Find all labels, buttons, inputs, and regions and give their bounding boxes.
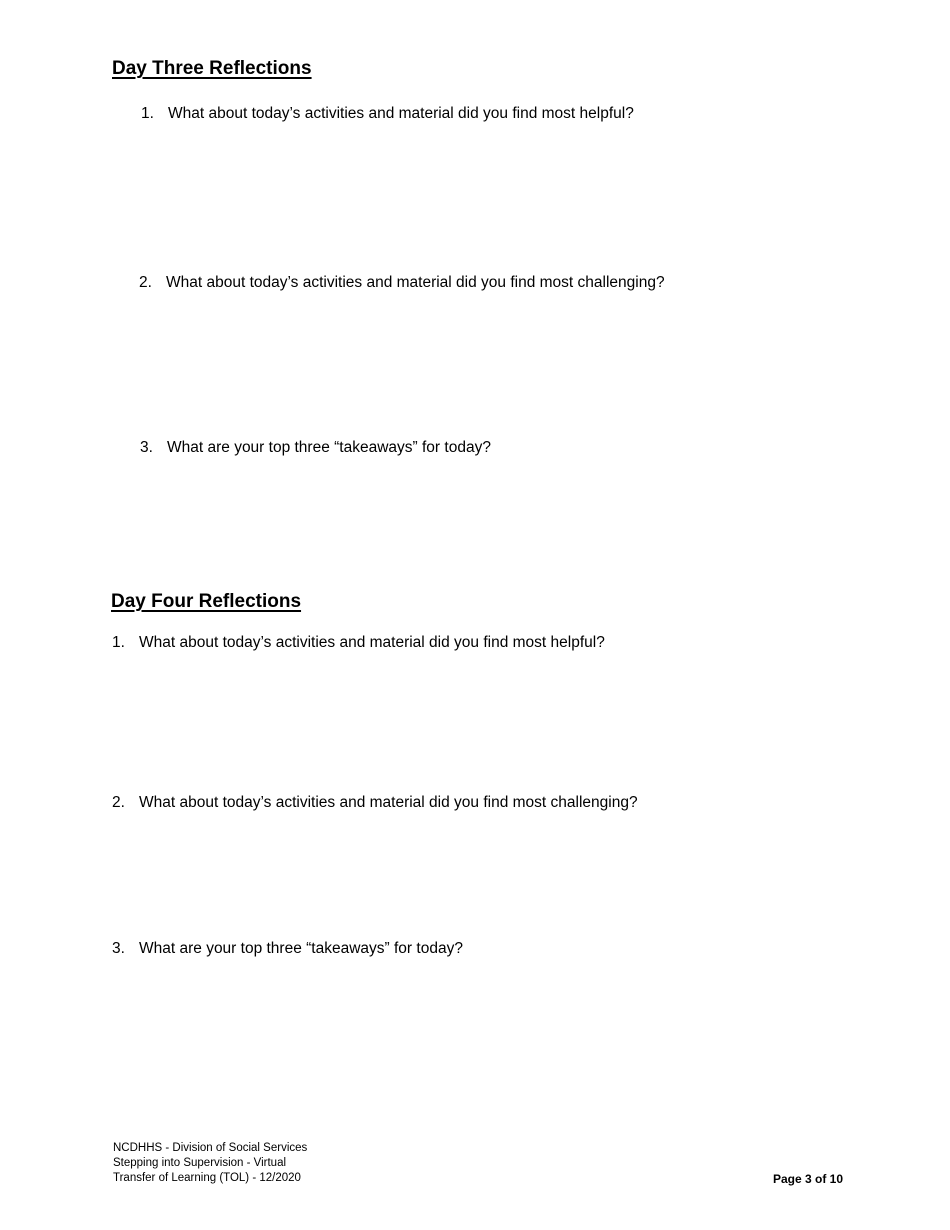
question-text: What about today’s activities and material did you find most challenging? xyxy=(166,274,665,291)
footer-course: Stepping into Supervision - Virtual xyxy=(113,1157,287,1169)
footer-info xyxy=(113,1141,307,1186)
footer-document: Transfer of Learning (TOL) - 12/2020 xyxy=(113,1172,301,1184)
footer-organization: NCDHHS - Division of Social Services xyxy=(113,1142,308,1154)
question-number: 2. xyxy=(112,794,125,811)
day-four-question-1 xyxy=(112,633,605,653)
day-four-question-2 xyxy=(112,793,638,813)
question-number: 1. xyxy=(112,634,125,651)
day-four-question-3 xyxy=(112,939,463,959)
question-text: What about today’s activities and material did you find most challenging? xyxy=(139,794,638,811)
day-three-question-2 xyxy=(139,273,665,293)
question-number: 1. xyxy=(141,105,154,122)
page-number: Page 3 of 10 xyxy=(772,1172,843,1186)
day-three-question-1 xyxy=(141,104,634,124)
question-number: 2. xyxy=(139,274,152,291)
question-number: 3. xyxy=(140,439,153,456)
day-three-heading: Day Three Reflections xyxy=(112,58,312,79)
question-number: 3. xyxy=(112,940,125,957)
question-text: What about today’s activities and material did you find most helpful? xyxy=(168,105,634,122)
question-text: What are your top three “takeaways” for today? xyxy=(139,940,463,957)
day-three-question-3 xyxy=(140,438,491,458)
question-text: What about today’s activities and material did you find most helpful? xyxy=(139,634,605,651)
day-four-heading: Day Four Reflections xyxy=(111,591,302,612)
question-text: What are your top three “takeaways” for today? xyxy=(167,439,491,456)
